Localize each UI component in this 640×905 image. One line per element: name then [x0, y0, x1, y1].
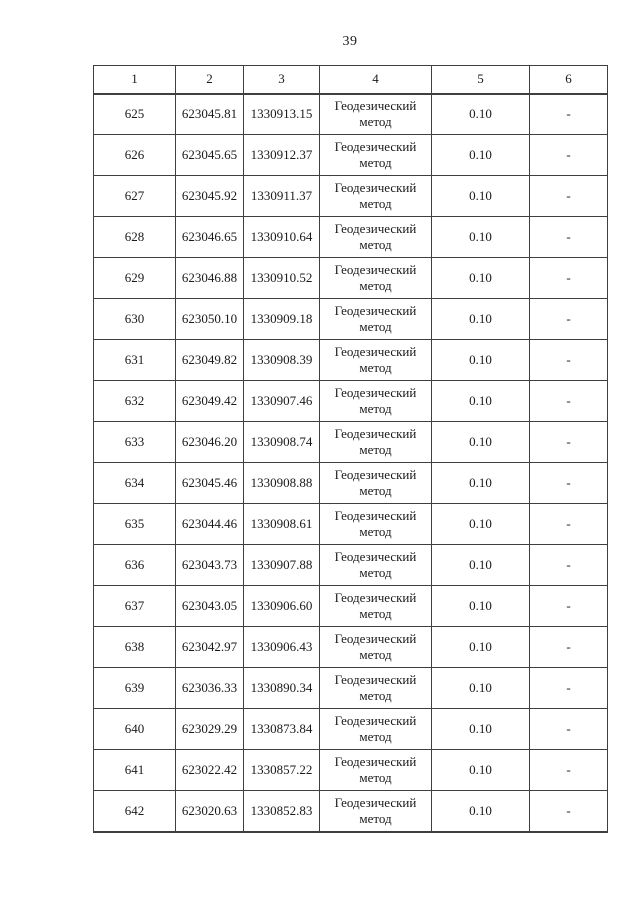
coordinate-x-cell: 623036.33	[176, 668, 244, 709]
coordinate-x-cell: 623042.97	[176, 627, 244, 668]
coordinate-y-cell: 1330910.52	[244, 258, 320, 299]
coordinate-y-cell: 1330909.18	[244, 299, 320, 340]
method-cell: Геодезический метод	[320, 545, 432, 586]
coordinate-x-cell: 623049.82	[176, 340, 244, 381]
table-row	[94, 258, 608, 299]
coordinate-y-cell: 1330890.34	[244, 668, 320, 709]
coordinate-x-cell: 623045.92	[176, 176, 244, 217]
method-cell: Геодезический метод	[320, 422, 432, 463]
coordinate-y-cell: 1330910.64	[244, 217, 320, 258]
note-cell: -	[530, 463, 608, 504]
coordinate-y-cell: 1330906.60	[244, 586, 320, 627]
point-number-cell: 627	[94, 176, 176, 217]
precision-cell: 0.10	[432, 668, 530, 709]
coordinates-table	[93, 65, 608, 833]
point-number-cell: 625	[94, 94, 176, 135]
precision-cell: 0.10	[432, 135, 530, 176]
point-number-cell: 632	[94, 381, 176, 422]
method-cell: Геодезический метод	[320, 586, 432, 627]
coordinate-x-cell: 623046.20	[176, 422, 244, 463]
point-number-cell: 631	[94, 340, 176, 381]
note-cell: -	[530, 299, 608, 340]
note-cell: -	[530, 791, 608, 832]
method-cell: Геодезический метод	[320, 463, 432, 504]
note-cell: -	[530, 217, 608, 258]
point-number-cell: 629	[94, 258, 176, 299]
table-row	[94, 94, 608, 135]
coordinate-x-cell: 623049.42	[176, 381, 244, 422]
table-row	[94, 135, 608, 176]
table-row	[94, 709, 608, 750]
coordinate-x-cell: 623020.63	[176, 791, 244, 832]
precision-cell: 0.10	[432, 176, 530, 217]
method-cell: Геодезический метод	[320, 709, 432, 750]
coordinate-y-cell: 1330908.88	[244, 463, 320, 504]
precision-cell: 0.10	[432, 299, 530, 340]
table-header-row	[94, 66, 608, 94]
note-cell: -	[530, 340, 608, 381]
method-cell: Геодезический метод	[320, 94, 432, 135]
column-header-4: 4	[320, 66, 432, 94]
method-cell: Геодезический метод	[320, 217, 432, 258]
precision-cell: 0.10	[432, 627, 530, 668]
note-cell: -	[530, 668, 608, 709]
note-cell: -	[530, 176, 608, 217]
coordinate-x-cell: 623045.81	[176, 94, 244, 135]
method-cell: Геодезический метод	[320, 668, 432, 709]
method-cell: Геодезический метод	[320, 340, 432, 381]
table-body	[94, 94, 608, 832]
coordinate-y-cell: 1330907.46	[244, 381, 320, 422]
point-number-cell: 633	[94, 422, 176, 463]
point-number-cell: 634	[94, 463, 176, 504]
precision-cell: 0.10	[432, 709, 530, 750]
coordinate-x-cell: 623022.42	[176, 750, 244, 791]
coordinate-x-cell: 623044.46	[176, 504, 244, 545]
coordinate-x-cell: 623045.65	[176, 135, 244, 176]
point-number-cell: 626	[94, 135, 176, 176]
coordinate-y-cell: 1330857.22	[244, 750, 320, 791]
point-number-cell: 639	[94, 668, 176, 709]
table-row	[94, 545, 608, 586]
coordinate-y-cell: 1330911.37	[244, 176, 320, 217]
method-cell: Геодезический метод	[320, 381, 432, 422]
table-row	[94, 176, 608, 217]
coordinate-x-cell: 623043.05	[176, 586, 244, 627]
method-cell: Геодезический метод	[320, 135, 432, 176]
coordinate-x-cell: 623050.10	[176, 299, 244, 340]
precision-cell: 0.10	[432, 217, 530, 258]
note-cell: -	[530, 422, 608, 463]
coordinate-y-cell: 1330912.37	[244, 135, 320, 176]
coordinate-x-cell: 623045.46	[176, 463, 244, 504]
point-number-cell: 628	[94, 217, 176, 258]
point-number-cell: 635	[94, 504, 176, 545]
table-row	[94, 381, 608, 422]
page-number: 39	[342, 34, 358, 49]
note-cell: -	[530, 750, 608, 791]
table-row	[94, 668, 608, 709]
precision-cell: 0.10	[432, 504, 530, 545]
precision-cell: 0.10	[432, 94, 530, 135]
table-row	[94, 463, 608, 504]
point-number-cell: 637	[94, 586, 176, 627]
column-header-1: 1	[94, 66, 176, 94]
coordinate-y-cell: 1330906.43	[244, 627, 320, 668]
precision-cell: 0.10	[432, 463, 530, 504]
coordinate-y-cell: 1330913.15	[244, 94, 320, 135]
coordinate-y-cell: 1330852.83	[244, 791, 320, 832]
precision-cell: 0.10	[432, 586, 530, 627]
point-number-cell: 641	[94, 750, 176, 791]
note-cell: -	[530, 627, 608, 668]
method-cell: Геодезический метод	[320, 504, 432, 545]
coordinate-y-cell: 1330908.39	[244, 340, 320, 381]
precision-cell: 0.10	[432, 340, 530, 381]
note-cell: -	[530, 135, 608, 176]
table-row	[94, 217, 608, 258]
coordinate-y-cell: 1330873.84	[244, 709, 320, 750]
precision-cell: 0.10	[432, 258, 530, 299]
method-cell: Геодезический метод	[320, 750, 432, 791]
coordinate-y-cell: 1330907.88	[244, 545, 320, 586]
note-cell: -	[530, 94, 608, 135]
precision-cell: 0.10	[432, 750, 530, 791]
coordinate-x-cell: 623046.65	[176, 217, 244, 258]
table-row	[94, 627, 608, 668]
method-cell: Геодезический метод	[320, 791, 432, 832]
precision-cell: 0.10	[432, 422, 530, 463]
point-number-cell: 642	[94, 791, 176, 832]
precision-cell: 0.10	[432, 545, 530, 586]
coordinate-x-cell: 623029.29	[176, 709, 244, 750]
coordinate-y-cell: 1330908.61	[244, 504, 320, 545]
table-row	[94, 750, 608, 791]
table-row	[94, 340, 608, 381]
precision-cell: 0.10	[432, 381, 530, 422]
table-row	[94, 504, 608, 545]
point-number-cell: 640	[94, 709, 176, 750]
note-cell: -	[530, 709, 608, 750]
table-row	[94, 299, 608, 340]
column-header-3: 3	[244, 66, 320, 94]
point-number-cell: 630	[94, 299, 176, 340]
method-cell: Геодезический метод	[320, 299, 432, 340]
table-row	[94, 422, 608, 463]
method-cell: Геодезический метод	[320, 176, 432, 217]
note-cell: -	[530, 586, 608, 627]
coordinate-y-cell: 1330908.74	[244, 422, 320, 463]
coordinate-x-cell: 623043.73	[176, 545, 244, 586]
point-number-cell: 636	[94, 545, 176, 586]
method-cell: Геодезический метод	[320, 627, 432, 668]
method-cell: Геодезический метод	[320, 258, 432, 299]
note-cell: -	[530, 545, 608, 586]
note-cell: -	[530, 381, 608, 422]
table-row	[94, 586, 608, 627]
note-cell: -	[530, 258, 608, 299]
table-row	[94, 791, 608, 832]
column-header-5: 5	[432, 66, 530, 94]
point-number-cell: 638	[94, 627, 176, 668]
column-header-6: 6	[530, 66, 608, 94]
coordinate-x-cell: 623046.88	[176, 258, 244, 299]
note-cell: -	[530, 504, 608, 545]
precision-cell: 0.10	[432, 791, 530, 832]
column-header-2: 2	[176, 66, 244, 94]
